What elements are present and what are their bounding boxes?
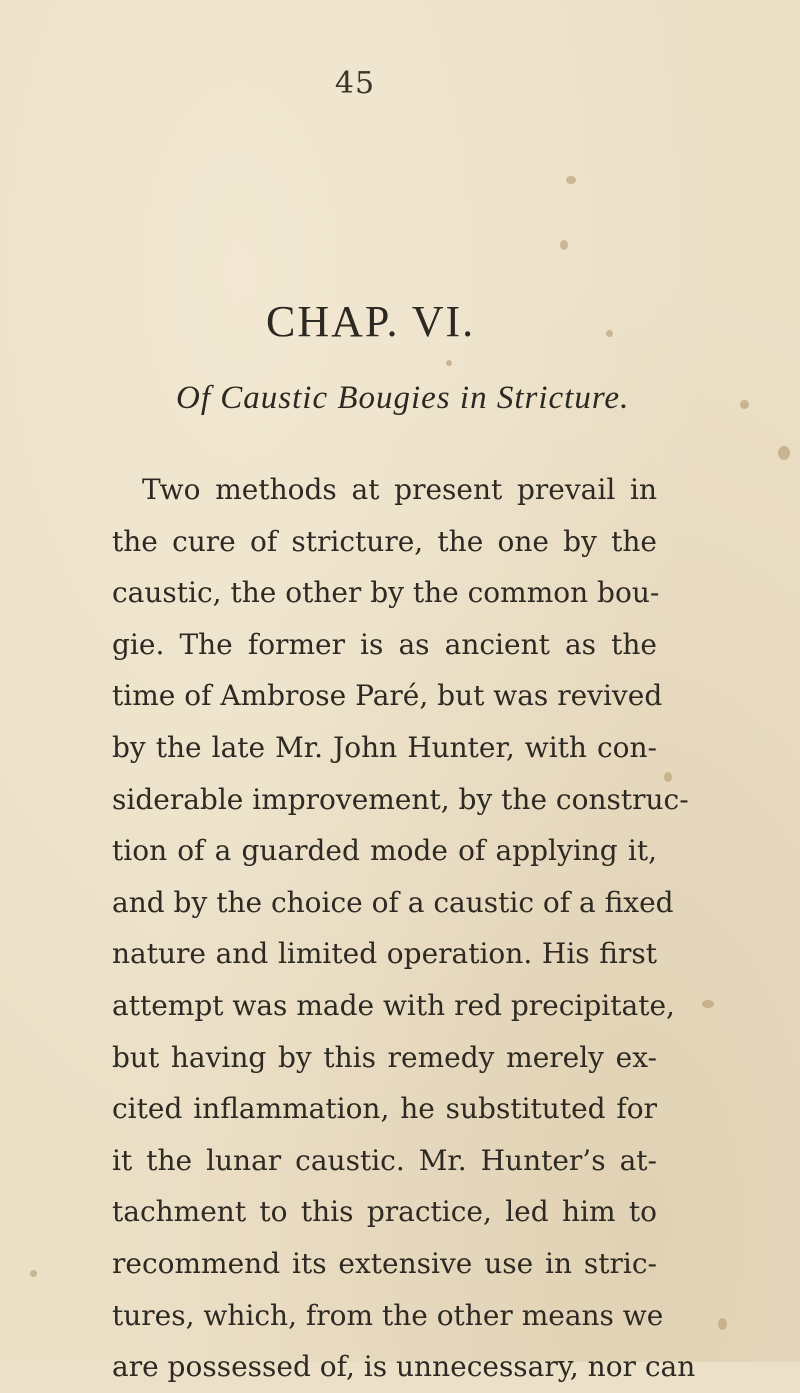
foxing-spot xyxy=(778,446,790,460)
foxing-spot xyxy=(664,772,672,782)
text-line: tachment to this practice, led him to xyxy=(112,1195,657,1229)
foxing-spot xyxy=(446,360,452,366)
text-line: tion of a guarded mode of applying it, xyxy=(112,834,657,868)
foxing-spot xyxy=(560,240,568,250)
chapter-subtitle: Of Caustic Bougies in Stricture. xyxy=(176,380,630,416)
foxing-spot xyxy=(702,1000,714,1008)
foxing-spot xyxy=(30,1270,37,1277)
foxing-spot xyxy=(740,400,749,409)
foxing-spot xyxy=(718,1318,727,1330)
text-line: tures, which, from the other means we xyxy=(112,1298,664,1332)
foxing-spot xyxy=(566,176,576,184)
text-line: siderable improvement, by the construc- xyxy=(112,782,689,816)
text-line: by the late Mr. John Hunter, with con- xyxy=(112,730,657,764)
text-line: time of Ambrose Paré, but was revived xyxy=(112,679,663,713)
foxing-spot xyxy=(606,330,613,337)
chapter-heading: CHAP. VI. xyxy=(266,297,476,346)
text-line: attempt was made with red precipitate, xyxy=(112,988,675,1022)
text-line: recommend its extensive use in stric- xyxy=(112,1246,657,1280)
text-line: are possessed of, is unnecessary, nor can xyxy=(112,1350,696,1384)
page-number: 45 xyxy=(334,66,376,101)
text-line: the cure of stricture, the one by the xyxy=(112,524,657,558)
text-line: and by the choice of a caustic of a fixed xyxy=(112,885,674,919)
text-line: caustic, the other by the common bou- xyxy=(112,576,660,610)
body-text xyxy=(112,464,696,1393)
text-line: nature and limited operation. His first xyxy=(112,937,657,971)
text-line: gie. The former is as ancient as the xyxy=(112,627,657,661)
text-line: it the lunar caustic. Mr. Hunter’s at- xyxy=(112,1143,657,1177)
text-line: Two methods at present prevail in xyxy=(142,473,657,506)
text-line: cited inflammation, he substituted for xyxy=(112,1092,657,1126)
text-line: but having by this remedy merely ex- xyxy=(112,1040,657,1074)
